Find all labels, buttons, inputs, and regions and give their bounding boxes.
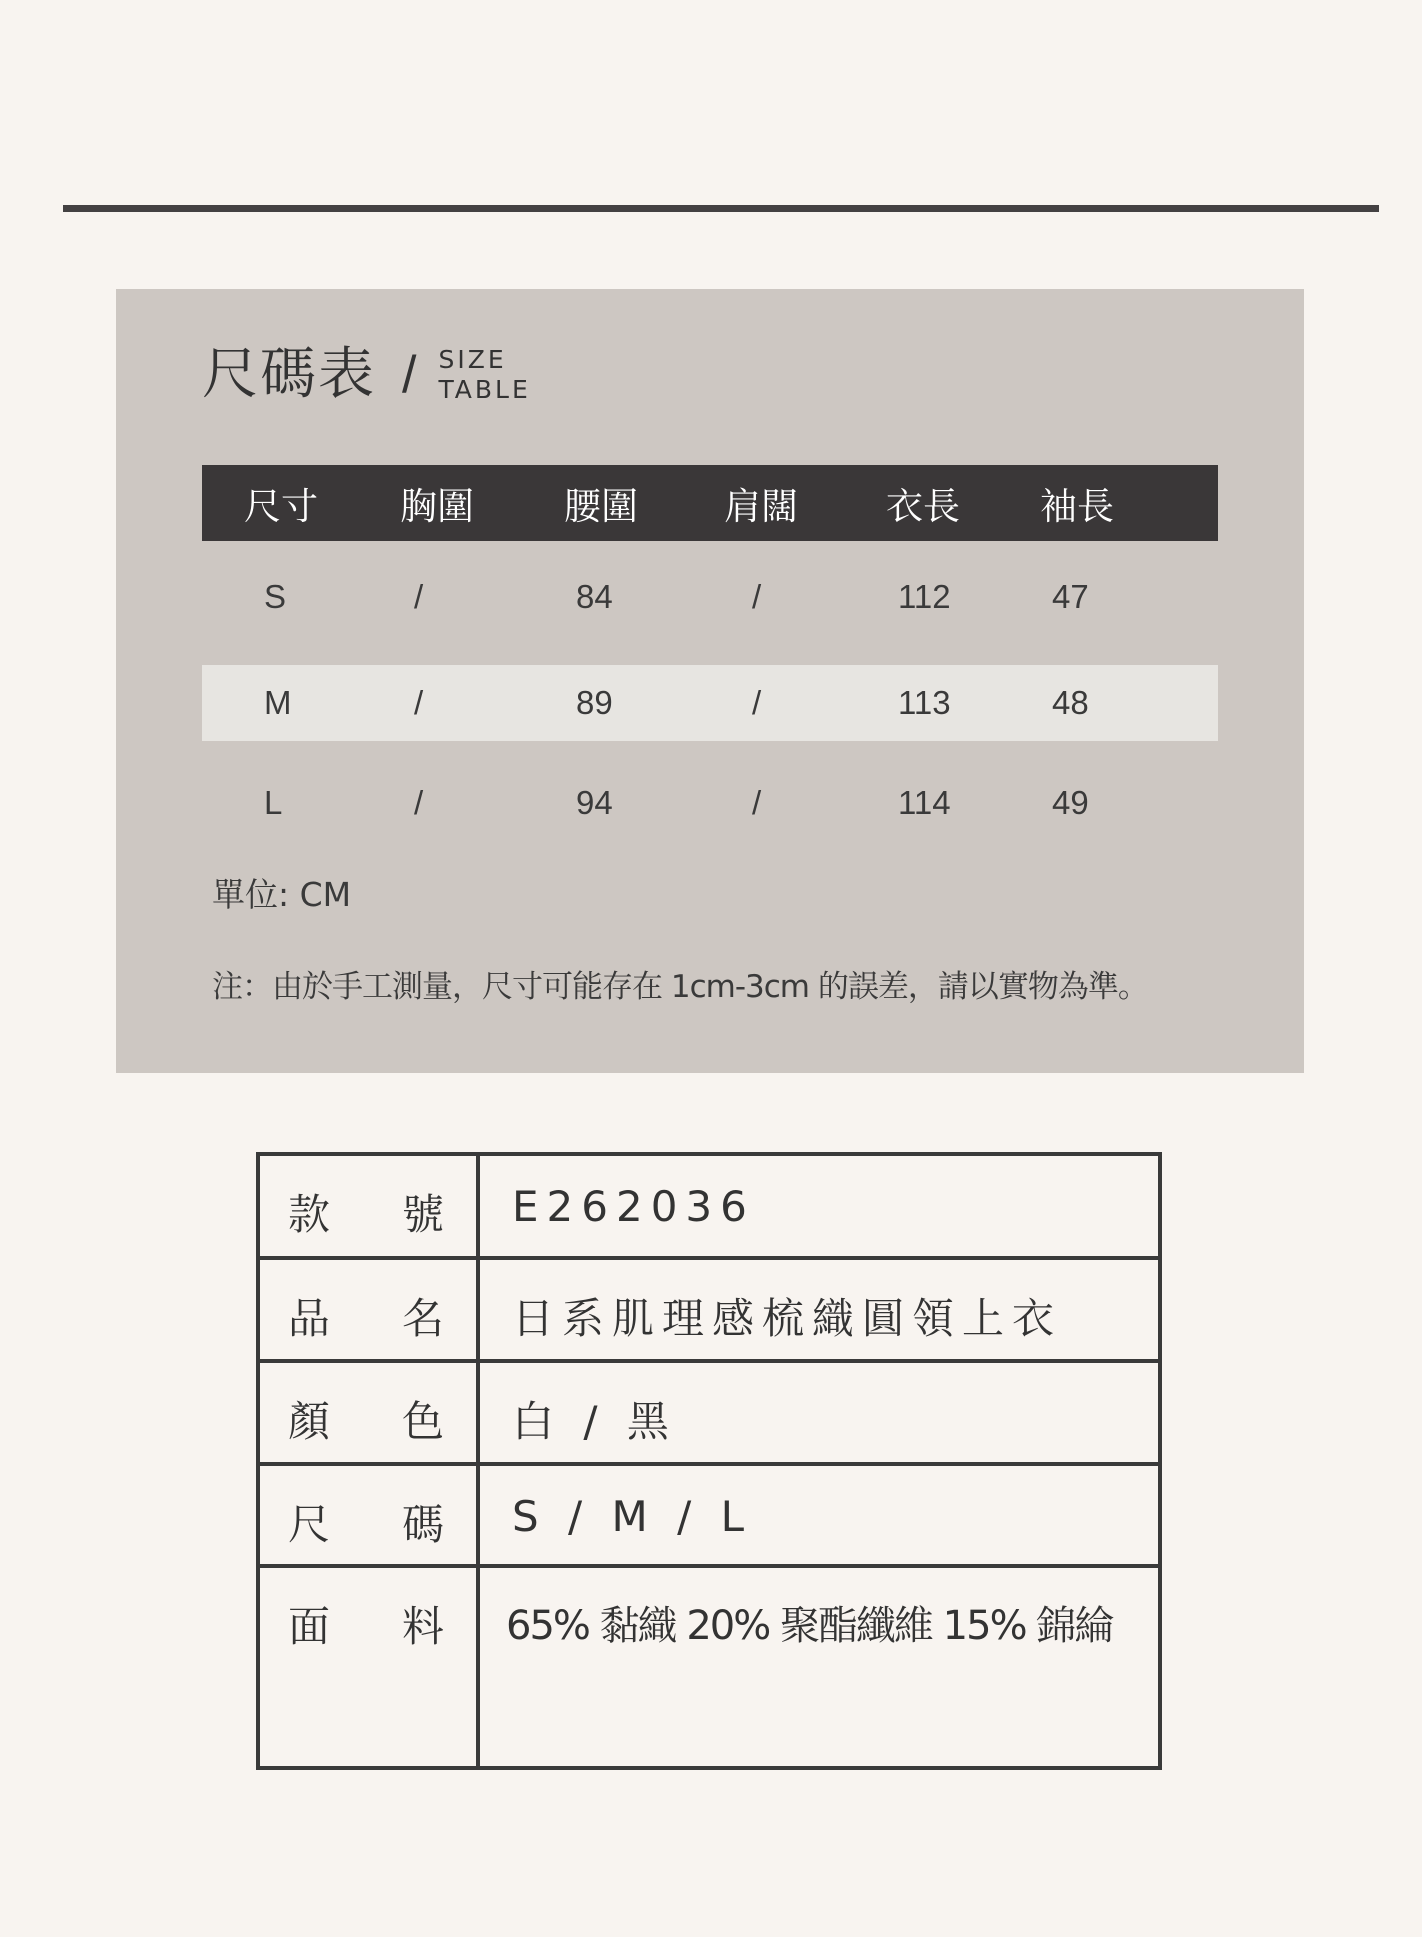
table-cell: / bbox=[752, 784, 762, 821]
table-cell: L bbox=[264, 784, 283, 821]
spec-label-char: 尺 bbox=[288, 1500, 331, 1549]
spec-row-color bbox=[260, 1363, 1158, 1466]
title-separator: / bbox=[402, 346, 417, 404]
size-table-header bbox=[202, 465, 1218, 541]
spec-label bbox=[288, 1286, 444, 1346]
spec-label-char: 品 bbox=[288, 1294, 331, 1343]
table-cell: 48 bbox=[1052, 684, 1089, 721]
table-cell: / bbox=[752, 684, 762, 721]
spec-label-char: 色 bbox=[401, 1397, 444, 1446]
header-size: 尺寸 bbox=[244, 485, 318, 528]
table-cell: 113 bbox=[898, 684, 951, 721]
table-row-l bbox=[202, 753, 1218, 853]
table-cell: 84 bbox=[576, 578, 613, 615]
spec-label-char: 款 bbox=[288, 1190, 331, 1239]
spec-label-char: 料 bbox=[401, 1602, 444, 1651]
spec-label bbox=[288, 1594, 444, 1654]
table-cell: / bbox=[752, 578, 762, 615]
table-cell: / bbox=[414, 784, 424, 821]
table-cell: 47 bbox=[1052, 578, 1089, 615]
title-english-line1: SIZE bbox=[438, 345, 507, 374]
spec-value-material: 65% 黏織 20% 聚酯纖維 15% 錦綸 bbox=[506, 1603, 1113, 1649]
spec-label-char: 顏 bbox=[288, 1397, 331, 1446]
title-english bbox=[438, 345, 530, 405]
title-chinese: 尺碼表 bbox=[202, 342, 376, 407]
spec-label bbox=[288, 1492, 444, 1552]
spec-label-char: 號 bbox=[401, 1190, 444, 1239]
spec-value-product-name: 日系肌理感梳織圓領上衣 bbox=[512, 1294, 1063, 1343]
size-table bbox=[202, 465, 1218, 853]
header-chest: 胸圍 bbox=[400, 485, 474, 528]
table-cell: 89 bbox=[576, 684, 613, 721]
spec-value-color: 白 / 黑 bbox=[512, 1397, 677, 1446]
spec-label bbox=[288, 1182, 444, 1242]
table-cell: 49 bbox=[1052, 784, 1089, 821]
table-cell: M bbox=[264, 684, 292, 721]
table-cell: 94 bbox=[576, 784, 613, 821]
spec-label bbox=[288, 1389, 444, 1449]
table-row-s bbox=[202, 541, 1218, 653]
size-chart-panel bbox=[116, 289, 1304, 1073]
table-cell: S bbox=[264, 578, 287, 615]
table-cell: / bbox=[414, 684, 424, 721]
table-cell: / bbox=[414, 578, 424, 615]
header-waist: 腰圍 bbox=[564, 485, 638, 528]
product-spec-table bbox=[256, 1152, 1162, 1770]
spec-row-product-name bbox=[260, 1260, 1158, 1363]
table-cell: 112 bbox=[898, 578, 951, 615]
spec-value-size: S / M / L bbox=[512, 1492, 752, 1541]
unit-label: 單位: CM bbox=[212, 875, 352, 914]
header-length: 衣長 bbox=[886, 485, 960, 528]
title-english-line2: TABLE bbox=[438, 375, 531, 404]
header-shoulder: 肩闊 bbox=[724, 485, 798, 528]
table-row-m bbox=[202, 665, 1218, 741]
spec-row-material bbox=[260, 1568, 1158, 1766]
spec-row-size bbox=[260, 1466, 1158, 1568]
top-divider bbox=[63, 205, 1379, 212]
spec-label-char: 碼 bbox=[401, 1500, 444, 1549]
spec-label-char: 面 bbox=[288, 1602, 331, 1651]
size-chart-title bbox=[202, 342, 531, 407]
spec-label-char: 名 bbox=[401, 1294, 444, 1343]
header-sleeve: 袖長 bbox=[1040, 485, 1114, 528]
spec-value-style-no: E262036 bbox=[512, 1182, 755, 1231]
measurement-note: 注：由於手工測量，尺寸可能存在 1cm-3cm 的誤差，請以實物為準。 bbox=[212, 969, 1148, 1005]
spec-row-style-no bbox=[260, 1156, 1158, 1260]
table-cell: 114 bbox=[898, 784, 951, 821]
